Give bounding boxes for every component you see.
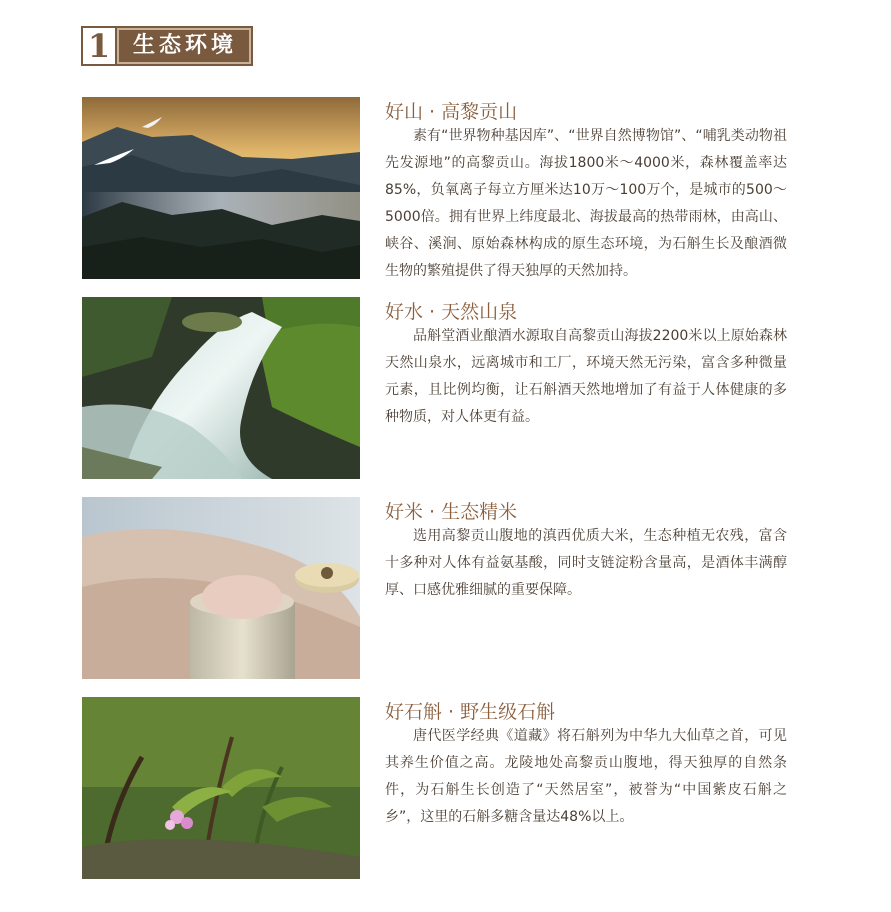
dendrobium-photo (82, 697, 360, 879)
section-body: 品斛堂酒业酿酒水源取自高黎贡山海拔2200米以上原始森林天然山泉水，远离城市和工厂，环境天然无污染，富含多种微量元素，且比例均衡，让石斛酒天然地增加了有益于人体健康的多种物质，对人体更有益。 (385, 328, 787, 425)
rice-photo (82, 497, 360, 679)
section-water (82, 297, 802, 479)
mountain-photo (82, 97, 360, 279)
section-rice (82, 497, 802, 679)
section-mountain (82, 97, 802, 279)
waterfall-photo (82, 297, 360, 479)
section-title: 生态环境 (115, 26, 253, 66)
section-dendrobium (82, 697, 802, 879)
section-body: 唐代医学经典《道藏》将石斛列为中华九大仙草之首，可见其养生价值之高。龙陵地处高黎贡山腹地，得天独厚的自然条件，为石斛生长创造了“天然居室”，被誉为“中国紫皮石斛之乡”，这里的石斛多糖含量达48%以上。 (385, 728, 787, 825)
section-body: 选用高黎贡山腹地的滇西优质大米，生态种植无农残，富含十多种对人体有益氨基酸，同时支链淀粉含量高，是酒体丰满醇厚、口感优雅细腻的重要保障。 (385, 528, 787, 598)
section-heading: 好山 · 高黎贡山 (385, 101, 518, 123)
section-heading: 好石斛 · 野生级石斛 (385, 701, 556, 723)
section-number-badge (81, 26, 253, 66)
section-heading: 好水 · 天然山泉 (385, 301, 518, 323)
section-body: 素有“世界物种基因库”、“世界自然博物馆”、“哺乳类动物祖先发源地”的高黎贡山。海拔1800米～4000米，森林覆盖率达85%，负氧离子每立方厘米达10万～100万个，是城市的500～5000倍。拥有世界上纬度最北、海拔最高的热带雨林，由高山、峡谷、溪涧、原始森林构成的原生态环境，为石斛生长及酿酒微生物的繁殖提供了得天独厚的天然加持。 (385, 128, 787, 279)
section-heading: 好米 · 生态精米 (385, 501, 518, 523)
section-number: 1 (81, 26, 115, 66)
